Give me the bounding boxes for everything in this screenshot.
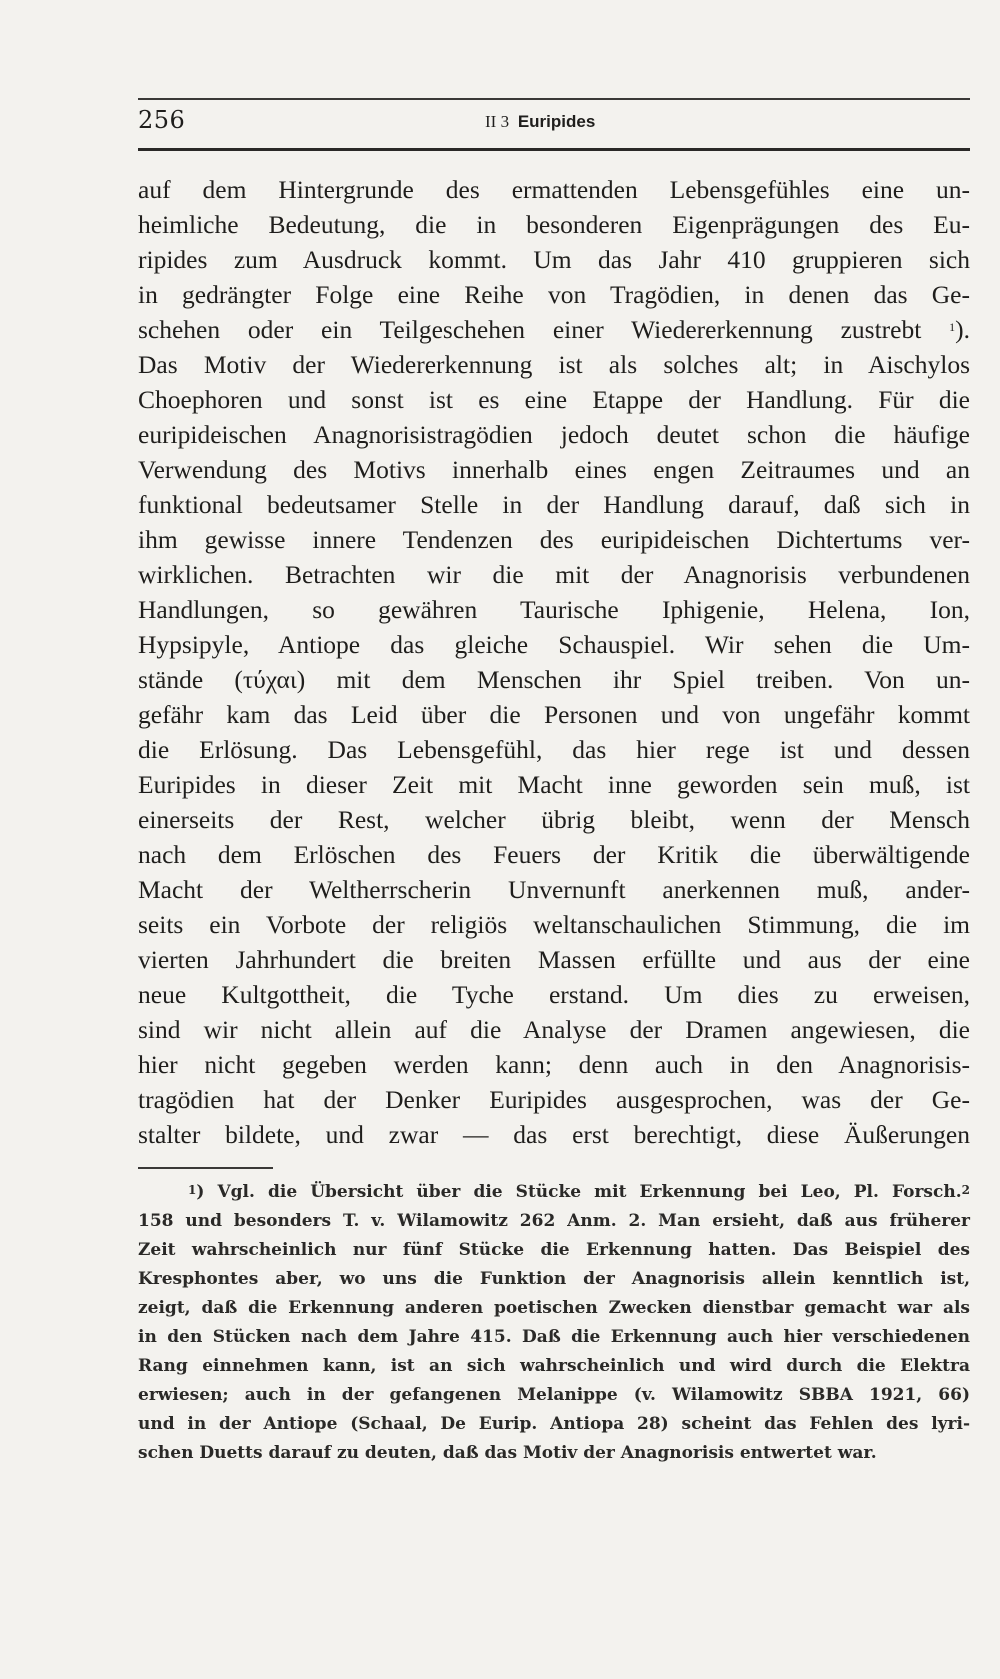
- footnote-block: [138, 1178, 970, 1468]
- text-line: auf dem Hintergrunde des ermattenden Lebensgefühles eine un-: [138, 175, 970, 204]
- text-line: vierten Jahrhundert die breiten Massen erfüllte und aus der eine: [138, 945, 970, 974]
- main-text: [138, 172, 970, 1152]
- text-line: Macht der Weltherrscherin Unvernunft anerkennen muß, ander-: [138, 875, 970, 904]
- text-line: ripides zum Ausdruck kommt. Um das Jahr 410 gruppieren sich: [138, 245, 970, 274]
- footnote-marker: 1: [188, 1183, 197, 1197]
- footnote-ref-marker[interactable]: 1: [949, 320, 956, 334]
- text-line: nach dem Erlöschen des Feuers der Kritik die überwältigende: [138, 840, 970, 869]
- text-line: funktional bedeutsamer Stelle in der Handlung darauf, daß sich in: [138, 490, 970, 519]
- text-line: euripideischen Anagnorisistragödien jedoch deutet schon die häufige: [138, 420, 970, 449]
- chapter-title: Euripides: [517, 112, 596, 131]
- footnote-line-first: [138, 1178, 970, 1207]
- footnote-line-content: ) Vgl. die Übersicht über die Stücke mit Erkennung bei Leo, Pl. Forsch.: [196, 1182, 962, 1202]
- footnote-rule: [138, 1167, 273, 1169]
- text-line: einerseits der Rest, welcher übrig bleibt, wenn der Mensch: [138, 805, 970, 834]
- footnote-line: erwiesen; auch in der gefangenen Melanippe (v. Wilamowitz SBBA 1921, 66): [138, 1385, 970, 1405]
- text-line: heimliche Bedeutung, die in besonderen Eigenprägungen des Eu-: [138, 210, 970, 239]
- text-line: neue Kultgottheit, die Tyche erstand. Um dies zu erweisen,: [138, 980, 970, 1009]
- footnote-line: Kresphontes aber, wo uns die Funktion der Anagnorisis allein kenntlich ist,: [138, 1269, 970, 1289]
- text-line: Euripides in dieser Zeit mit Macht inne geworden sein muß, ist: [138, 770, 970, 799]
- footnote-line: zeigt, daß die Erkennung anderen poetischen Zwecken dienstbar gemacht war als: [138, 1298, 970, 1318]
- text-line: sind wir nicht allein auf die Analyse der Dramen angewiesen, die: [138, 1015, 970, 1044]
- header-rule: [138, 148, 970, 151]
- text-line: Das Motiv der Wiedererkennung ist als solches alt; in Aischylos: [138, 350, 970, 379]
- text-line: tragödien hat der Denker Euripides ausgesprochen, was der Ge-: [138, 1085, 970, 1114]
- footnote-line: schen Duetts darauf zu deuten, daß das Motiv der Anagnorisis entwertet war.: [138, 1443, 877, 1463]
- footnote-line: und in der Antiope (Schaal, De Eurip. Antiopa 28) scheint das Fehlen des lyri-: [138, 1414, 970, 1434]
- text-line-with-footnote-ref: [138, 312, 970, 347]
- text-line: Handlungen, so gewähren Taurische Iphigenie, Helena, Ion,: [138, 595, 970, 624]
- text-line: hier nicht gegeben werden kann; denn auch in den Anagnorisis-: [138, 1050, 970, 1079]
- text-line: Choephoren und sonst ist es eine Etappe der Handlung. Für die: [138, 385, 970, 414]
- top-rule: [138, 98, 970, 100]
- footnote-line: Zeit wahrscheinlich nur fünf Stücke die Erkennung hatten. Das Beispiel des: [138, 1240, 970, 1260]
- text-line-content: schehen oder ein Teilgeschehen einer Wiedererkennung zustrebt: [138, 315, 922, 344]
- text-line: ihm gewisse innere Tendenzen des euripideischen Dichtertums ver-: [138, 525, 970, 554]
- text-line: in gedrängter Folge eine Reihe von Tragödien, in denen das Ge-: [138, 280, 970, 309]
- footnote-line: Rang einnehmen kann, ist an sich wahrscheinlich und wird durch die Elektra: [138, 1356, 970, 1376]
- footnote-ref-after: ).: [955, 315, 970, 344]
- text-line: die Erlösung. Das Lebensgefühl, das hier rege ist und dessen: [138, 735, 970, 764]
- text-line: stalter bildete, und zwar — das erst berechtigt, diese Äußerungen: [138, 1120, 970, 1149]
- page-number: 256: [138, 106, 186, 134]
- section-number: II 3: [485, 112, 510, 131]
- footnote-line: 158 und besonders T. v. Wilamowitz 262 Anm. 2. Man ersieht, daß aus früherer: [138, 1211, 970, 1231]
- text-line: Hypsipyle, Antiope das gleiche Schauspiel. Wir sehen die Um-: [138, 630, 970, 659]
- running-head: [485, 112, 595, 132]
- text-line: stände (τύχαι) mit dem Menschen ihr Spiel treiben. Von un-: [138, 665, 970, 694]
- text-line: wirklichen. Betrachten wir die mit der Anagnorisis verbundenen: [138, 560, 970, 589]
- text-line: seits ein Vorbote der religiös weltanschaulichen Stimmung, die im: [138, 910, 970, 939]
- text-line: Verwendung des Motivs innerhalb eines engen Zeitraumes und an: [138, 455, 970, 484]
- edition-superscript: 2: [961, 1183, 970, 1197]
- text-line: gefähr kam das Leid über die Personen und von ungefähr kommt: [138, 700, 970, 729]
- footnote-line: in den Stücken nach dem Jahre 415. Daß die Erkennung auch hier verschiedenen: [138, 1327, 970, 1347]
